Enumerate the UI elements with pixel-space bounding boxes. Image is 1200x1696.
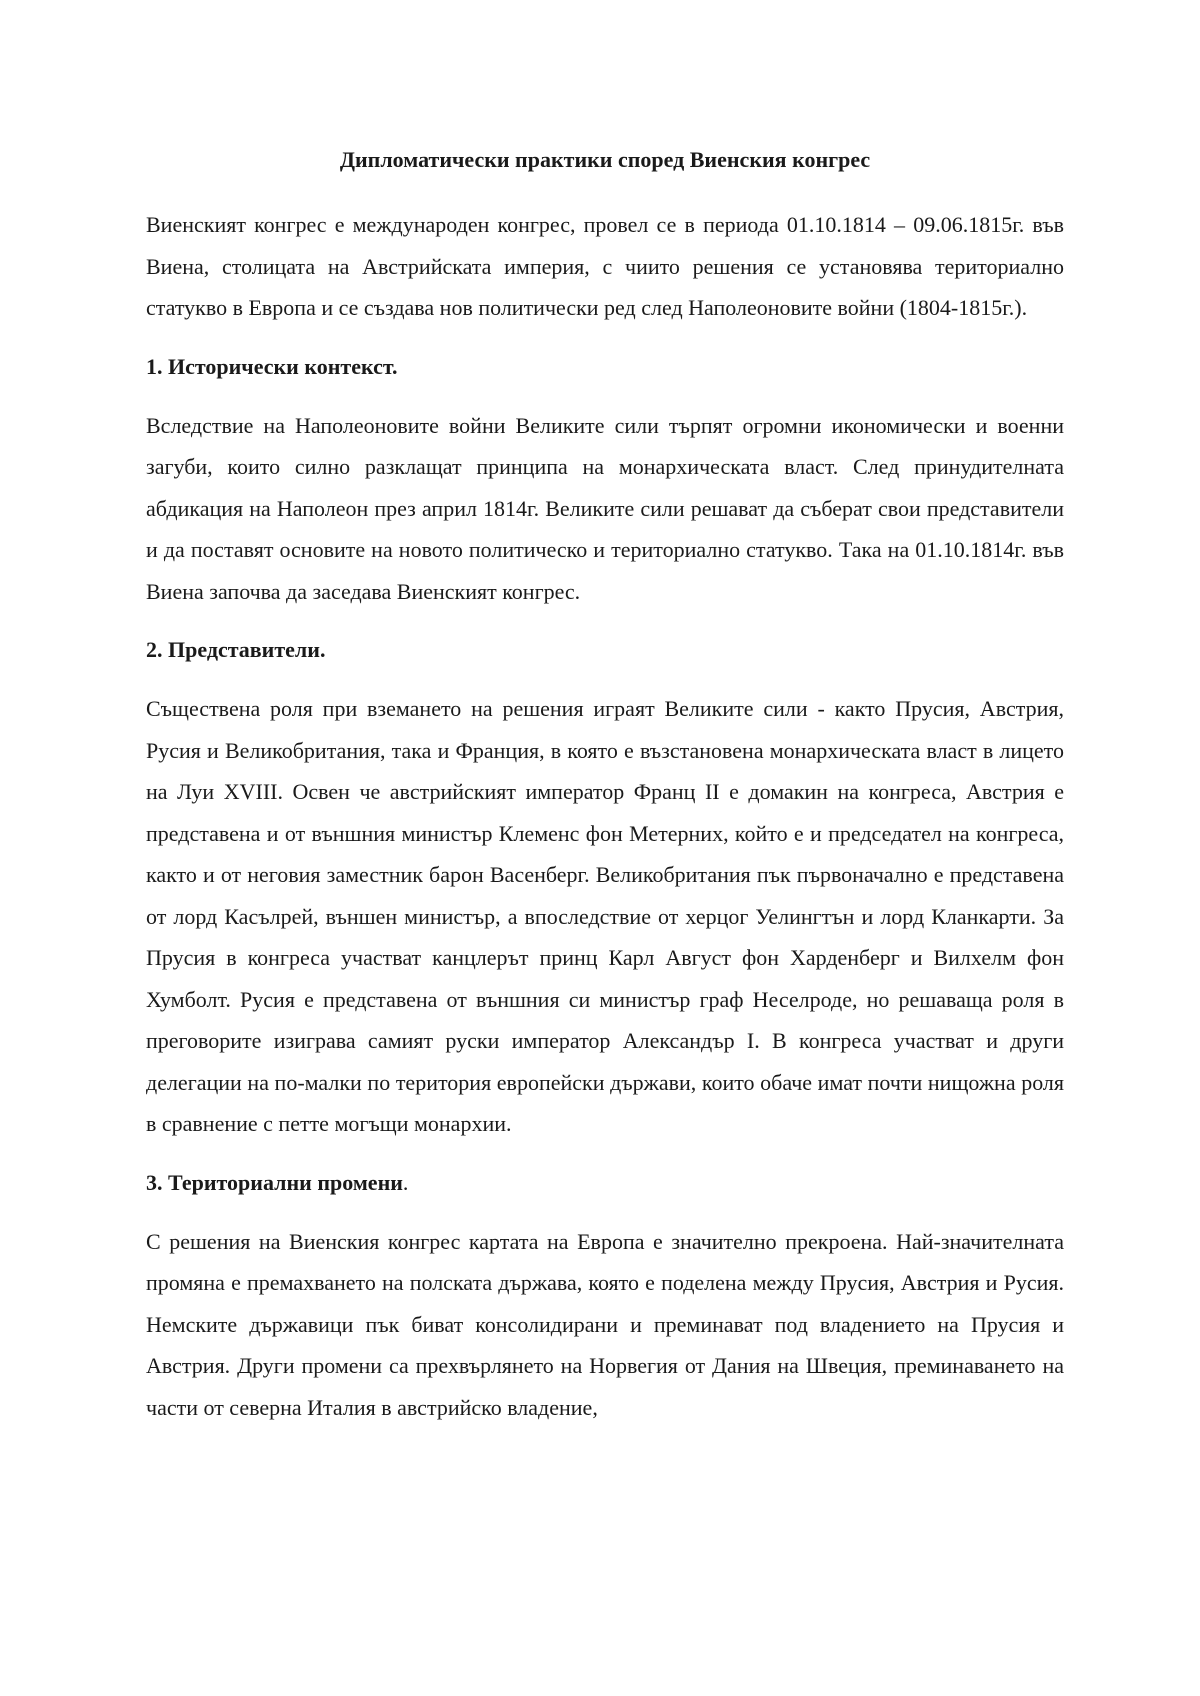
section-heading-punct: . bbox=[402, 1169, 409, 1195]
section-paragraph: Вследствие на Наполеоновите войни Великите сили търпят огромни икономически и военни загуби, които силно разклащат принципа на монархическата власт. След принудителната абдикация на Наполеон през април 1814г. Великите сили решават да съберат свои представители и да поставят основите на новото политическо и териториално статукво. Така на 01.10.1814г. във Виена започва да заседава Виенският конгрес. bbox=[146, 412, 1064, 604]
section-territorial-changes bbox=[146, 1163, 1064, 1429]
section-heading-text: 3. Териториални промени bbox=[146, 1169, 403, 1195]
section-paragraph: Съществена роля при вземането на решения играят Великите сили - както Прусия, Австрия, Русия и Великобритания, така и Франция, в която е възстановена монархическата власт в лицето на Луи XVIII. Освен че австрийският император Франц II е домакин на конгреса, Австрия е представена и от външния министър Клеменс фон Метерних, който е и председател на конгреса, както и от неговия заместник барон Васенберг. Великобритания пък първоначално е представена от лорд Касълрей, външен министър, а впоследствие от херцог Уелингтън и лорд Кланкарти. За Прусия в конгреса участват канцлерът принц Карл Август фон Харденберг и Вилхелм фон Хумболт. Русия е представена от външния си министър граф Неселроде, но решаваща роля в преговорите изиграва самият руски император Александър I. В конгреса участват и други делегации на по-малки по територия европейски държави, които обаче имат почти нищожна роля в сравнение с петте могъщи монархии. bbox=[146, 696, 1064, 1136]
document-body bbox=[146, 140, 1064, 1428]
intro-paragraph: Виенският конгрес е международен конгрес, провел се в периода 01.10.1814 – 09.06.1815г. във Виена, столицата на Австрийската империя, с чиито решения се установява териториално статукво в Европа и се създава нов политически ред след Наполеоновите войни (1804-1815г.). bbox=[146, 212, 1064, 320]
section-heading-text: 2. Представители. bbox=[146, 637, 326, 662]
section-heading bbox=[146, 630, 1064, 670]
section-heading bbox=[146, 1163, 1064, 1203]
section-paragraph: С решения на Виенския конгрес картата на Европа е значително прекроена. Най-значителната промяна е премахването на полската държава, която е поделена между Прусия, Австрия и Русия. Немските държавици пък биват консолидирани и преминават под владението на Прусия и Австрия. Други промени са прехвърлянето на Норвегия от Дания на Швеция, преминаването на части от северна Италия в австрийско владение, bbox=[146, 1228, 1064, 1420]
section-heading bbox=[146, 347, 1064, 387]
section-heading-text: 1. Исторически контекст. bbox=[146, 353, 398, 379]
document-title: Дипломатически практики според Виенския конгрес bbox=[339, 147, 871, 172]
section-historical-context bbox=[146, 347, 1064, 613]
section-representatives bbox=[146, 630, 1064, 1145]
